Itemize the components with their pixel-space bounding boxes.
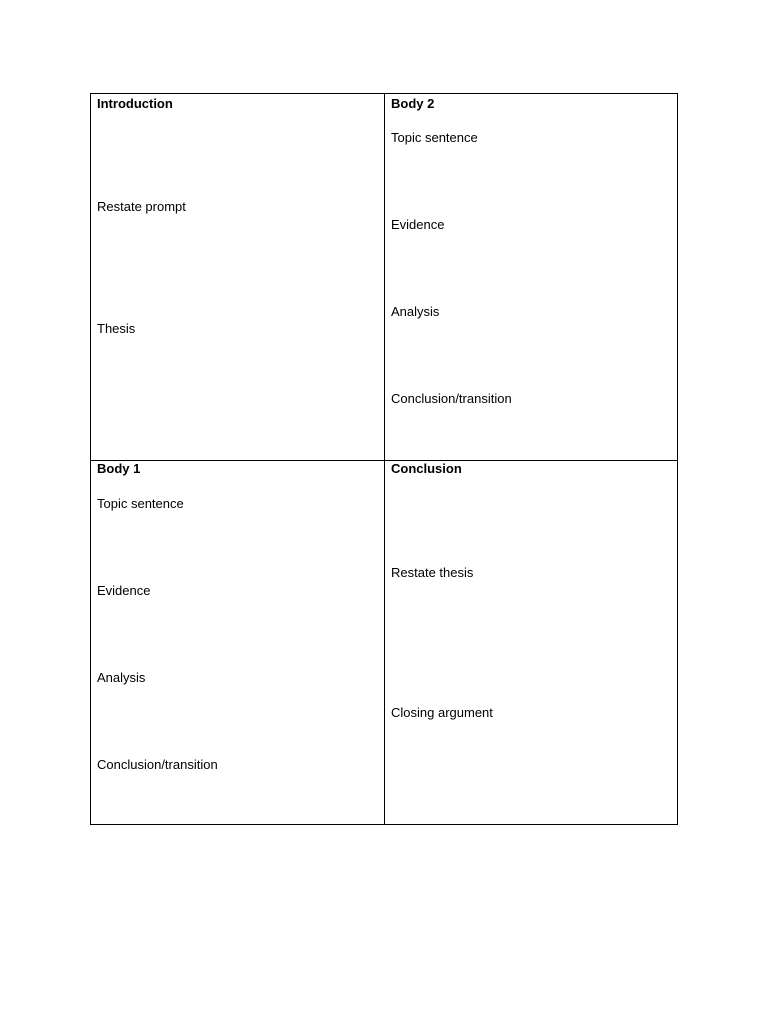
cell-introduction bbox=[91, 94, 384, 460]
label-topic-sentence: Topic sentence bbox=[391, 130, 478, 145]
essay-organizer-table bbox=[90, 93, 678, 825]
cell-heading-body-2: Body 2 bbox=[391, 96, 435, 111]
label-conclusion-transition: Conclusion/transition bbox=[97, 757, 218, 772]
cell-conclusion bbox=[385, 461, 677, 824]
label-evidence: Evidence bbox=[97, 583, 151, 598]
cell-heading-body-1: Body 1 bbox=[97, 461, 141, 476]
label-restate-prompt: Restate prompt bbox=[97, 199, 186, 214]
cell-heading-introduction: Introduction bbox=[97, 96, 173, 111]
label-analysis: Analysis bbox=[391, 304, 440, 319]
label-analysis: Analysis bbox=[97, 670, 146, 685]
label-evidence: Evidence bbox=[391, 217, 445, 232]
cell-body-1 bbox=[91, 461, 384, 824]
label-thesis: Thesis bbox=[97, 321, 136, 336]
label-topic-sentence: Topic sentence bbox=[97, 496, 184, 511]
cell-body-2 bbox=[385, 94, 677, 460]
label-restate-thesis: Restate thesis bbox=[391, 565, 474, 580]
label-closing-argument: Closing argument bbox=[391, 705, 493, 720]
label-conclusion-transition: Conclusion/transition bbox=[391, 391, 512, 406]
cell-heading-conclusion: Conclusion bbox=[391, 461, 462, 476]
